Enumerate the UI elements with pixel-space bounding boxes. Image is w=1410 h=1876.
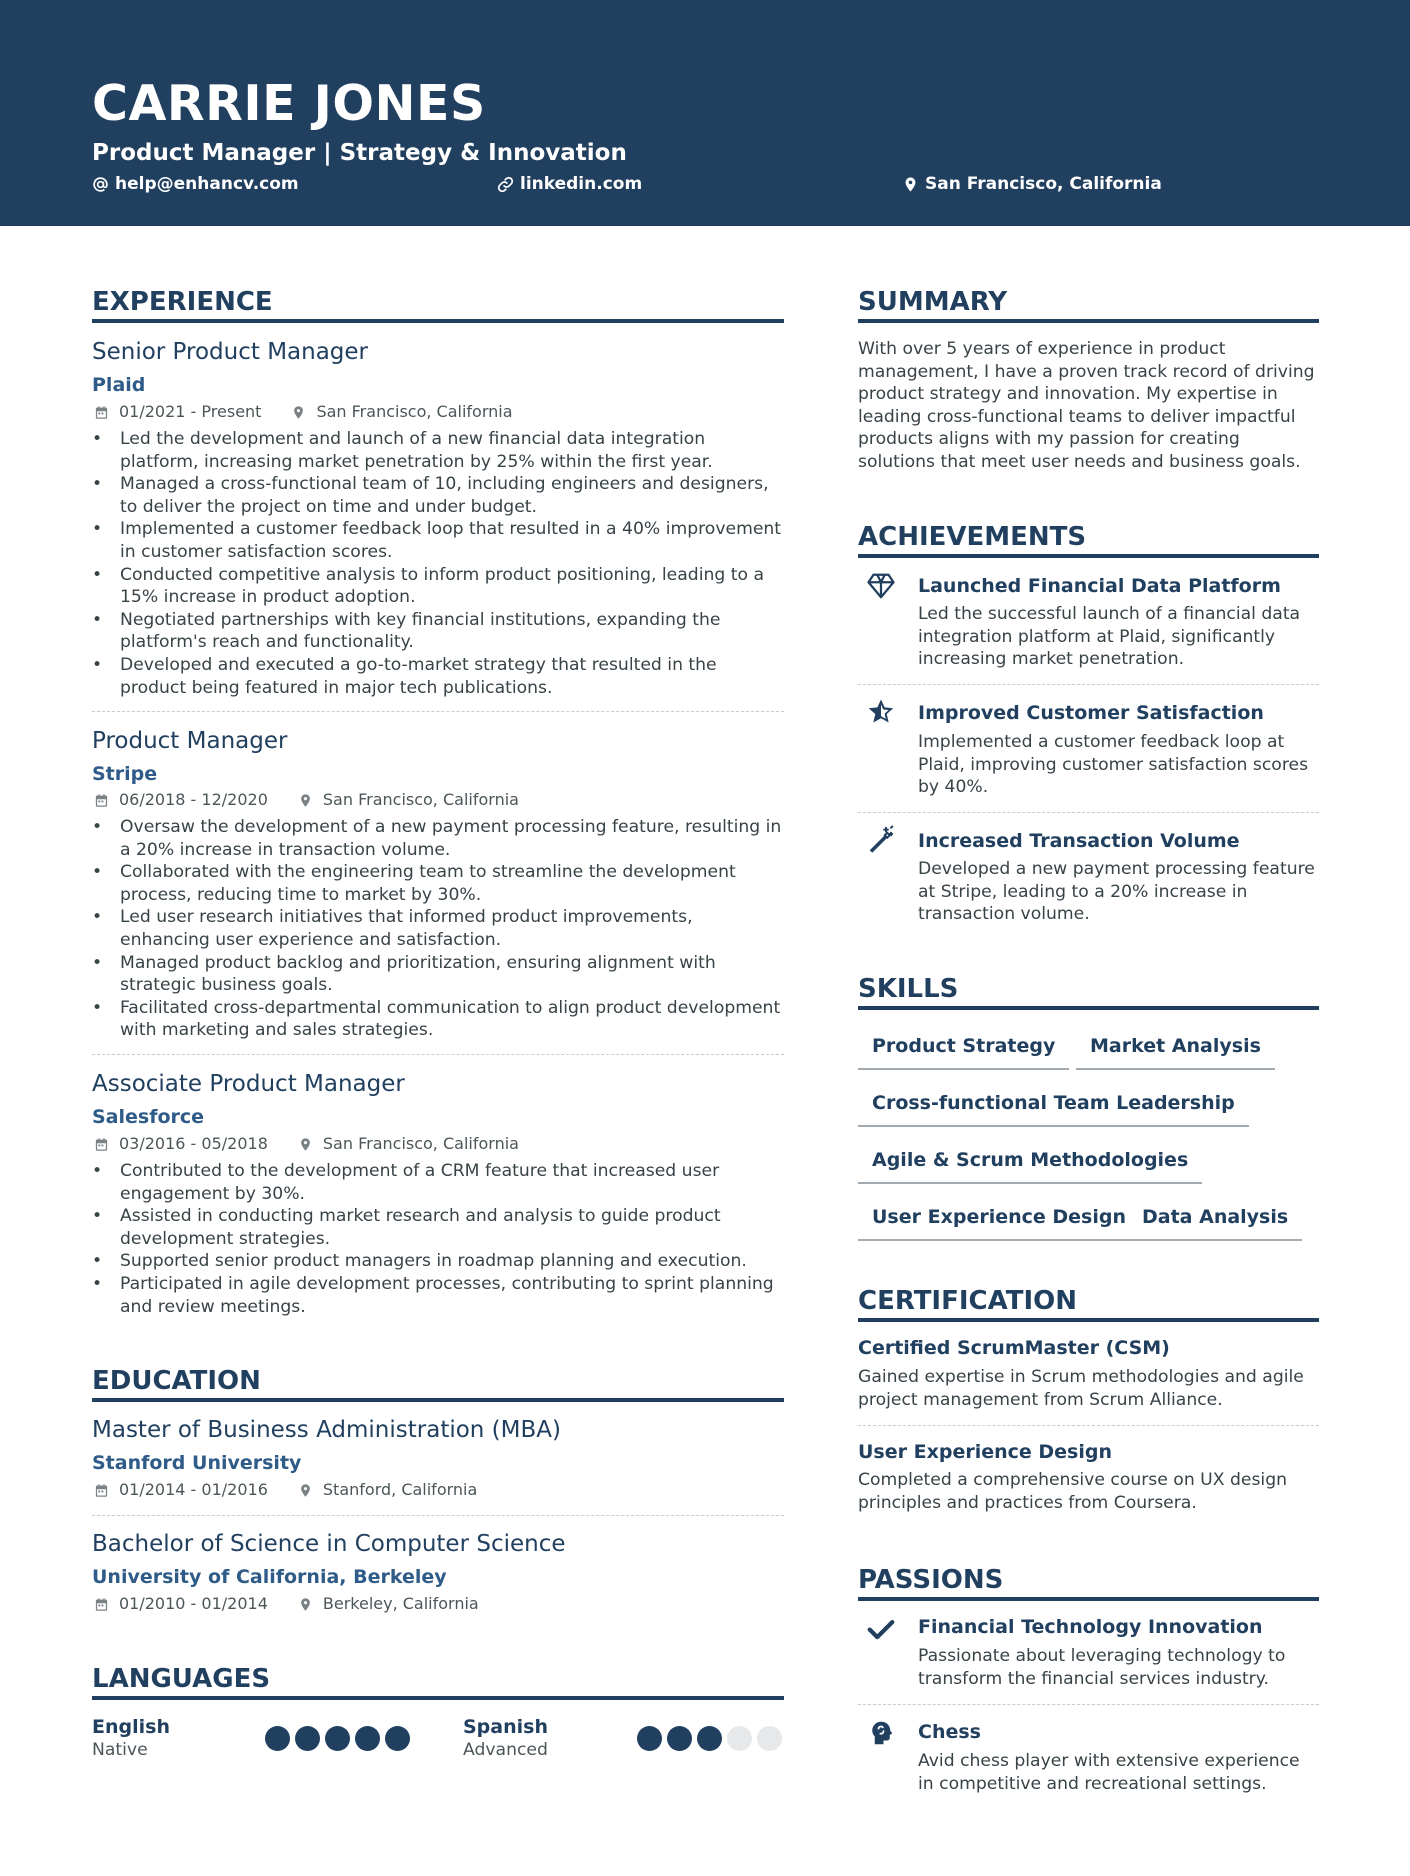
list-item: • Managed a cross-functional team of 10, including engineers and designers, to deliver the project on time and under budget. — [92, 473, 784, 518]
school-name: Stanford University — [92, 1452, 302, 1474]
achievements-rule — [858, 554, 1319, 558]
education-location: Berkeley, California — [322, 1594, 479, 1613]
passion-text: Passionate about leveraging technology to transform the financial services industry. — [918, 1646, 1286, 1689]
company-name: Stripe — [92, 763, 158, 785]
language-level: Advanced — [463, 1740, 548, 1760]
rating-dot — [355, 1726, 380, 1751]
list-item: • Contributed to the development of a CRM feature that increased user engagement by 30%. — [92, 1160, 784, 1205]
job-title: Product Manager — [92, 728, 288, 754]
education-meta — [94, 1479, 477, 1501]
skill-tag: Data Analysis — [1128, 1205, 1302, 1241]
calendar-icon — [94, 793, 109, 808]
education-heading: EDUCATION — [92, 1366, 261, 1396]
achievement-text: Implemented a customer feedback loop at Plaid, improving customer satisfaction scores by 40%. — [918, 732, 1309, 798]
contact-location — [902, 172, 1162, 196]
education-location: Stanford, California — [322, 1480, 478, 1499]
rating-dot — [697, 1726, 722, 1751]
rating-dot — [667, 1726, 692, 1751]
candidate-name: CARRIE JONES — [92, 75, 486, 132]
rating-dot — [265, 1726, 290, 1751]
job-dates: 03/2016 - 05/2018 — [119, 1134, 268, 1153]
star-icon — [866, 697, 896, 727]
job-bullets — [92, 816, 784, 1042]
skills-heading: SKILLS — [858, 974, 959, 1004]
skill-tag: Market Analysis — [1076, 1034, 1275, 1070]
degree-title: Bachelor of Science in Computer Science — [92, 1531, 566, 1557]
languages-rule — [92, 1696, 784, 1700]
degree-title: Master of Business Administration (MBA) — [92, 1417, 561, 1443]
calendar-icon — [94, 1483, 109, 1498]
list-item: • Managed product backlog and prioritization, ensuring alignment with strategic business goals. — [92, 952, 784, 997]
job-location: San Francisco, California — [316, 402, 513, 421]
company-name: Salesforce — [92, 1106, 205, 1128]
job-meta — [94, 789, 519, 811]
passions-heading: PASSIONS — [858, 1565, 1004, 1595]
certification-text: Gained expertise in Scrum methodologies and agile project management from Scrum Alliance. — [858, 1367, 1304, 1410]
job-dates: 01/2021 - Present — [119, 402, 262, 421]
certification-title: User Experience Design — [858, 1441, 1112, 1463]
language-rating — [637, 1726, 782, 1751]
job-meta — [94, 401, 513, 423]
rating-dot — [757, 1726, 782, 1751]
summary-heading: SUMMARY — [858, 287, 1008, 317]
map-pin-icon — [298, 1137, 313, 1152]
map-pin-icon — [291, 405, 306, 420]
job-location: San Francisco, California — [322, 1134, 519, 1153]
list-item: • Assisted in conducting market research and analysis to guide product development strategies. — [92, 1205, 784, 1250]
job-bullets — [92, 1160, 784, 1318]
divider — [858, 684, 1319, 685]
job-title: Associate Product Manager — [92, 1071, 405, 1097]
link-text: linkedin.com — [520, 174, 643, 194]
education-meta — [94, 1593, 479, 1615]
company-name: Plaid — [92, 374, 146, 396]
passions-rule — [858, 1597, 1319, 1601]
passion-title: Chess — [918, 1721, 981, 1743]
divider — [858, 1425, 1319, 1426]
language-level: Native — [92, 1740, 148, 1760]
list-item: • Participated in agile development processes, contributing to sprint planning and review meetings. — [92, 1273, 784, 1318]
map-pin-icon — [902, 176, 919, 193]
diamond-icon — [866, 571, 896, 601]
list-item: • Negotiated partnerships with key financial institutions, expanding the platform's reach and functionality. — [92, 609, 784, 654]
certification-text: Completed a comprehensive course on UX design principles and practices from Coursera. — [858, 1470, 1288, 1513]
achievement-title: Increased Transaction Volume — [918, 830, 1240, 852]
certification-rule — [858, 1318, 1319, 1322]
map-pin-icon — [298, 1483, 313, 1498]
list-item: • Conducted competitive analysis to inform product positioning, leading to a 15% increase in product adoption. — [92, 564, 784, 609]
list-item: • Implemented a customer feedback loop that resulted in a 40% improvement in customer satisfaction scores. — [92, 518, 784, 563]
experience-heading: EXPERIENCE — [92, 287, 273, 317]
job-bullets — [92, 428, 784, 699]
list-item: • Facilitated cross-departmental communication to align product development with marketing and sales strategies. — [92, 997, 784, 1042]
map-pin-icon — [298, 1597, 313, 1612]
skill-tag: Agile & Scrum Methodologies — [858, 1148, 1202, 1184]
list-item: • Oversaw the development of a new payment processing feature, resulting in a 20% increase in transaction volume. — [92, 816, 784, 861]
achievement-text: Led the successful launch of a financial data integration platform at Plaid, significantly increasing market penetration. — [918, 604, 1301, 670]
skills-rule — [858, 1006, 1319, 1010]
job-meta — [94, 1133, 519, 1155]
list-item: • Led the development and launch of a new financial data integration platform, increasing market penetration by 25% within the first year. — [92, 428, 784, 473]
school-name: University of California, Berkeley — [92, 1566, 447, 1588]
education-dates: 01/2010 - 01/2014 — [119, 1594, 268, 1613]
rating-dot — [727, 1726, 752, 1751]
passion-title: Financial Technology Innovation — [918, 1616, 1263, 1638]
brain-icon — [866, 1718, 896, 1748]
checkmark-icon — [866, 1614, 896, 1644]
skill-tag: Product Strategy — [858, 1034, 1069, 1070]
job-dates: 06/2018 - 12/2020 — [119, 790, 268, 809]
link-icon — [497, 176, 514, 193]
divider — [858, 812, 1319, 813]
achievement-text: Developed a new payment processing feature at Stripe, leading to a 20% increase in transaction volume. — [918, 859, 1315, 925]
calendar-icon — [94, 405, 109, 420]
resume-header — [0, 0, 1410, 226]
magic-wand-icon — [866, 824, 896, 854]
skill-tag: User Experience Design — [858, 1205, 1140, 1241]
list-item: • Led user research initiatives that informed product improvements, enhancing user experience and satisfaction. — [92, 906, 784, 951]
job-title: Senior Product Manager — [92, 339, 369, 365]
candidate-headline: Product Manager | Strategy & Innovation — [92, 140, 627, 166]
calendar-icon — [94, 1137, 109, 1152]
language-rating — [265, 1726, 410, 1751]
divider — [92, 711, 784, 712]
divider — [92, 1515, 784, 1516]
passion-text: Avid chess player with extensive experience in competitive and recreational settings. — [918, 1751, 1300, 1794]
language-name: English — [92, 1716, 170, 1738]
divider — [92, 1054, 784, 1055]
rating-dot — [637, 1726, 662, 1751]
education-rule — [92, 1398, 784, 1402]
list-item: • Developed and executed a go-to-market strategy that resulted in the product being featured in major tech publications. — [92, 654, 784, 699]
certification-heading: CERTIFICATION — [858, 1286, 1077, 1316]
at-icon — [92, 176, 109, 193]
rating-dot — [385, 1726, 410, 1751]
location-text: San Francisco, California — [925, 174, 1162, 194]
experience-rule — [92, 319, 784, 323]
map-pin-icon — [298, 793, 313, 808]
calendar-icon — [94, 1597, 109, 1612]
list-item: • Supported senior product managers in roadmap planning and execution. — [92, 1250, 784, 1273]
email-text: help@enhancv.com — [115, 174, 299, 194]
rating-dot — [325, 1726, 350, 1751]
education-dates: 01/2014 - 01/2016 — [119, 1480, 268, 1499]
divider — [858, 1704, 1319, 1705]
achievement-title: Launched Financial Data Platform — [918, 575, 1281, 597]
job-location: San Francisco, California — [322, 790, 519, 809]
skill-tag: Cross-functional Team Leadership — [858, 1091, 1249, 1127]
contact-email[interactable] — [92, 172, 299, 196]
achievement-title: Improved Customer Satisfaction — [918, 702, 1264, 724]
achievements-heading: ACHIEVEMENTS — [858, 522, 1087, 552]
summary-rule — [858, 319, 1319, 323]
languages-heading: LANGUAGES — [92, 1664, 271, 1694]
rating-dot — [295, 1726, 320, 1751]
contact-link[interactable] — [497, 172, 642, 196]
summary-text: With over 5 years of experience in product management, I have a proven track record of driving product strategy and innovation. My expertise in leading cross-functional teams to deliver impactful products aligns with my passion for creating solutions that meet user needs and business goals. — [858, 339, 1315, 472]
language-name: Spanish — [463, 1716, 548, 1738]
certification-title: Certified ScrumMaster (CSM) — [858, 1337, 1170, 1359]
list-item: • Collaborated with the engineering team to streamline the development process, reducing time to market by 30%. — [92, 861, 784, 906]
